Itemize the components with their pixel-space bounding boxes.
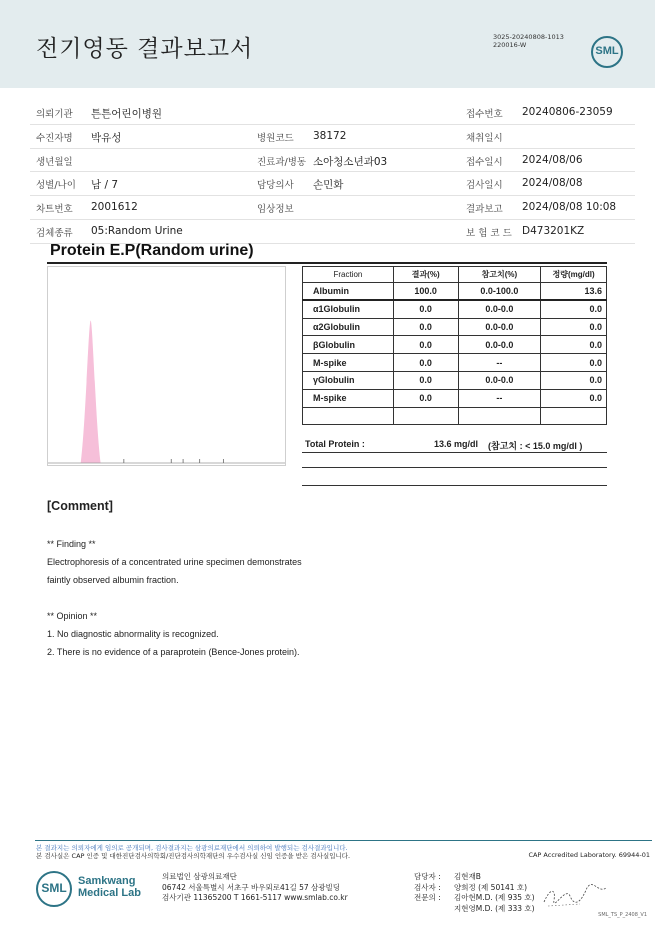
sml-logo-icon [591, 36, 623, 68]
document-id-line-1: 3025-20240808-1013 [493, 33, 564, 41]
info-label: 의뢰기관 [36, 109, 73, 120]
fraction-result: 0.0 [393, 371, 458, 389]
footer-notice: 본 검사실은 CAP 인증 및 대한진단검사의학회/진단검사의학재단의 우수검사실 신임 인증을 받은 검사실입니다. [36, 852, 351, 860]
samkwang-logo-text: SML [41, 881, 67, 895]
fraction-reference: 0.0-0.0 [458, 300, 541, 318]
info-label: 검체종류 [36, 227, 73, 239]
info-row [30, 101, 635, 125]
fraction-result: 100.0 [393, 283, 458, 301]
fraction-name: M-spike [303, 389, 394, 407]
info-value: 2001612 [91, 201, 138, 214]
fraction-reference: 0.0-0.0 [458, 318, 541, 336]
staff-role: 검사자 : [414, 882, 441, 892]
electropherogram-chart [47, 266, 286, 466]
info-label: 차트번호 [36, 204, 73, 216]
finding-text-2: faintly observed albumin fraction. [47, 575, 179, 585]
opinion-item-1: 1. No diagnostic abnormality is recognized. [47, 629, 219, 639]
info-row [30, 125, 635, 149]
table-row [303, 300, 607, 318]
info-label: 접수일시 [466, 156, 503, 168]
fraction-quantity: 0.0 [541, 336, 607, 354]
col-fraction: Fraction [303, 267, 394, 283]
fraction-reference: -- [458, 389, 541, 407]
info-value: 2024/08/08 [522, 177, 583, 190]
staff-role: 담당자 : [414, 872, 441, 881]
table-row [303, 318, 607, 336]
col-reference: 참고치(%) [458, 267, 541, 283]
info-label: 검사일시 [466, 180, 503, 192]
fraction-reference: 0.0-100.0 [458, 283, 541, 301]
info-label: 수진자명 [36, 132, 73, 144]
table-row [303, 389, 607, 407]
finding-heading: ** Finding ** [47, 539, 96, 549]
info-value: 05:Random Urine [91, 224, 183, 237]
total-protein-reference: (참고치 : < 15.0 mg/dl ) [488, 441, 583, 451]
info-row [30, 172, 635, 196]
info-value: 20240806-23059 [522, 106, 613, 118]
fraction-result: 0.0 [393, 318, 458, 336]
comment-heading: [Comment] [47, 499, 113, 513]
fraction-result: 0.0 [393, 336, 458, 354]
info-value: 박유성 [91, 131, 122, 144]
fraction-reference: 0.0-0.0 [458, 336, 541, 354]
fraction-quantity: 0.0 [541, 354, 607, 372]
signature-icon [540, 880, 610, 910]
document-id-line-2: 220016-W [493, 41, 527, 49]
samkwang-logo-icon [36, 871, 72, 907]
staff-name: 양희정 (제 50141 호) [454, 882, 528, 892]
fraction-reference: -- [458, 354, 541, 372]
form-code: SML_TS_P_2408_V1 [598, 912, 647, 918]
info-value: 손민화 [313, 179, 344, 192]
footer-divider [35, 840, 652, 841]
fraction-quantity: 0.0 [541, 389, 607, 407]
fraction-result: 0.0 [393, 300, 458, 318]
fraction-quantity: 13.6 [541, 283, 607, 301]
col-quantity: 정량(mg/dl) [541, 267, 607, 283]
info-value: 38172 [313, 129, 347, 142]
table-row [303, 283, 607, 301]
table-row [303, 371, 607, 389]
info-label: 채취일시 [466, 132, 503, 144]
info-label: 결과보고 [466, 204, 503, 216]
divider [302, 485, 607, 486]
fraction-quantity: 0.0 [541, 300, 607, 318]
patient-info-grid [30, 101, 635, 244]
brand-line-2: Medical Lab [78, 887, 141, 899]
fraction-name: Albumin [303, 283, 394, 301]
info-label: 진료과/병동 [257, 156, 307, 168]
staff-row [414, 883, 535, 894]
info-row [30, 196, 635, 220]
albumin-peak [81, 320, 101, 463]
info-label: 임상정보 [257, 204, 294, 216]
brand-name [78, 875, 141, 899]
fraction-name: α2Globulin [303, 318, 394, 336]
info-value: 남 / 7 [91, 179, 119, 192]
electropherogram-svg [48, 267, 285, 465]
report-title: 전기영동 결과보고서 [36, 36, 254, 62]
brand-line-1: Samkwang [78, 875, 136, 887]
fraction-name: α1Globulin [303, 300, 394, 318]
report-header [0, 0, 655, 88]
organization-info [162, 872, 348, 904]
info-label: 성별/나이 [36, 180, 76, 192]
info-value: 튼튼어린이병원 [91, 108, 163, 120]
fraction-quantity: 0.0 [541, 371, 607, 389]
info-label: 담당의사 [257, 180, 294, 192]
info-label: 접수번호 [466, 109, 503, 120]
fraction-reference: 0.0-0.0 [458, 371, 541, 389]
fraction-name: M-spike [303, 354, 394, 372]
info-value: 2024/08/06 [522, 153, 583, 166]
sml-logo-text: SML [595, 45, 619, 57]
table-header-row [303, 267, 607, 283]
staff-row [414, 893, 535, 904]
org-contact: 검사기관 11365200 T 1661-5117 www.smlab.co.kr [162, 893, 348, 902]
staff-name: 김현재B [454, 872, 481, 881]
info-value: D473201KZ [522, 224, 585, 237]
total-protein [302, 437, 607, 453]
info-value: 2024/08/08 10:08 [522, 201, 617, 214]
table-row [303, 336, 607, 354]
fraction-table [302, 266, 607, 425]
table-row-empty [303, 407, 607, 425]
section-divider [47, 262, 607, 264]
staff-name: 지현영M.D. (제 333 호) [454, 903, 535, 913]
fraction-quantity: 0.0 [541, 318, 607, 336]
divider [302, 467, 607, 468]
fraction-result: 0.0 [393, 389, 458, 407]
fraction-name: γGlobulin [303, 371, 394, 389]
opinion-item-2: 2. There is no evidence of a paraprotein (Bence-Jones protein). [47, 647, 300, 657]
document-id [493, 33, 564, 49]
opinion-heading: ** Opinion ** [47, 611, 98, 621]
total-protein-label: Total Protein : [305, 439, 365, 449]
total-protein-value: 13.6 mg/dl [434, 439, 479, 449]
info-label: 병원코드 [257, 132, 294, 144]
info-label: 보 험 코 드 [466, 227, 512, 239]
staff-row [414, 904, 535, 915]
info-value: 소아청소년과03 [313, 155, 388, 168]
info-row [30, 149, 635, 173]
table-row [303, 354, 607, 372]
finding-text-1: Electrophoresis of a concentrated urine specimen demonstrates [47, 557, 302, 567]
staff-role: 전문의 : [414, 893, 441, 902]
staff-row [414, 872, 535, 883]
fraction-result: 0.0 [393, 354, 458, 372]
col-result: 결과(%) [393, 267, 458, 283]
footer-notice-blue: 본 결과지는 의뢰자에게 임의로 공개되며, 검사결과지는 삼광의료재단에서 의뢰하여 발행되는 검사결과입니다. [36, 844, 348, 852]
staff-name: 김아현M.D. (제 935 호) [454, 893, 535, 902]
info-row [30, 220, 635, 244]
cap-accreditation: CAP Accredited Laboratory. 69944-01 [528, 851, 650, 859]
fraction-name: βGlobulin [303, 336, 394, 354]
info-label: 생년월일 [36, 156, 73, 168]
staff-list [414, 872, 535, 914]
section-title: Protein E.P(Random urine) [50, 242, 254, 259]
org-name: 의료법인 삼광의료재단 [162, 872, 237, 881]
org-address: 06742 서울특별시 서초구 바우뫼로41길 57 삼광빌딩 [162, 882, 341, 892]
